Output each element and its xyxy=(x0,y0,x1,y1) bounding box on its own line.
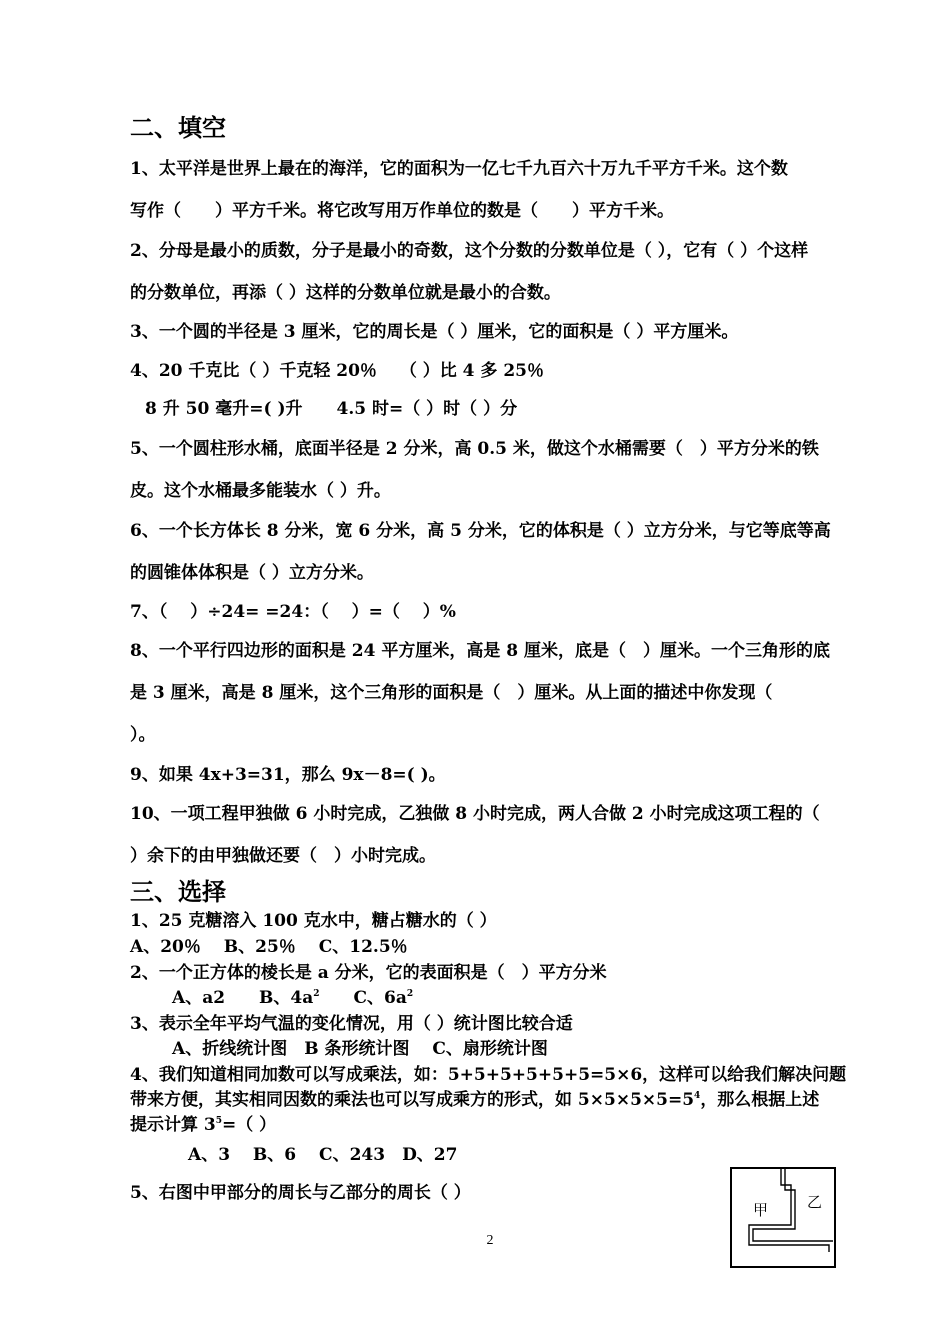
c2-option-a: A、a2 xyxy=(172,988,226,1008)
q7-line: 7、（ ）÷24= =24：（ ）=（ ）% xyxy=(130,602,456,622)
q6-line2: 的圆锥体体积是（ ）立方分米。 xyxy=(130,563,374,583)
figure-label-yi: 乙 xyxy=(807,1193,823,1211)
q5-line1: 5、一个圆柱形水桶，底面半径是 2 分米，高 0.5 米，做这个水桶需要（ ）平方分米的铁 xyxy=(130,439,819,459)
q2-line2: 的分数单位，再添（ ）这样的分数单位就是最小的合数。 xyxy=(130,283,561,303)
c5-stem: 5、右图中甲部分的周长与乙部分的周长（ ） xyxy=(130,1183,471,1203)
q4-line2: 8 升 50 毫升=( )升 4.5 时=（ ）时（ ）分 xyxy=(145,399,518,419)
section-2-title: 二、填空 xyxy=(130,113,226,142)
q8-line2: 是 3 厘米，高是 8 厘米，这个三角形的面积是（ ）厘米。从上面的描述中你发现（ xyxy=(130,683,773,703)
q9-line: 9、如果 4x+3=31，那么 9x－8=( )。 xyxy=(130,765,446,785)
section-3-title: 三、选择 xyxy=(130,877,226,906)
c2-stem: 2、一个正方体的棱长是 a 分米，它的表面积是（ ）平方分米 xyxy=(130,963,607,983)
c2-options xyxy=(172,987,413,1009)
figure-outer-border xyxy=(731,1168,835,1267)
q2-line1: 2、分母是最小的质数，分子是最小的奇数，这个分数的分数单位是（ ），它有（ ）个这样 xyxy=(130,241,809,261)
q10-line2: ）余下的由甲独做还要（ ）小时完成。 xyxy=(130,846,436,866)
c4-line2: 带来方便，其实相同因数的乘法也可以写成乘方的形式，如 $5\times 5\times 5\times 5=5^4$，那么根据上述 xyxy=(130,1090,820,1110)
figure-label-jia: 甲 xyxy=(753,1201,769,1219)
c2-option-c: C、$6a^2$ xyxy=(353,988,414,1008)
page-number: 2 xyxy=(486,1233,494,1248)
q1-line1: 1、太平洋是世界上最在的海洋，它的面积为一亿七千九百六十万九千平方千米。这个数 xyxy=(130,159,788,179)
q8-line1: 8、一个平行四边形的面积是 24 平方厘米，高是 8 厘米，底是（ ）厘米。一个三角形的底 xyxy=(130,641,830,661)
q4-line1: 4、20 千克比（ ）千克轻 20％ （ ）比 4 多 25％ xyxy=(130,361,544,381)
perimeter-figure xyxy=(729,1165,839,1271)
c3-stem: 3、表示全年平均气温的变化情况，用（ ）统计图比较合适 xyxy=(130,1014,573,1034)
c4-line1: 4、我们知道相同加数可以写成乘法，如：5+5+5+5+5+5=5×6，这样可以给我们解决问题 xyxy=(130,1065,847,1085)
q3-line: 3、一个圆的半径是 3 厘米，它的周长是（ ）厘米，它的面积是（ ）平方厘米。 xyxy=(130,322,739,342)
c1-stem: 1、25 克糖溶入 100 克水中，糖占糖水的（ ） xyxy=(130,911,497,931)
q1-line2: 写作（ ）平方千米。将它改写用万作单位的数是（ ）平方千米。 xyxy=(130,201,674,221)
c2-option-b: B、$4a^2$ xyxy=(259,988,320,1008)
c4-options: A、3 B、6 C、243 D、27 xyxy=(188,1145,458,1165)
q5-line2: 皮。这个水桶最多能装水（ ）升。 xyxy=(130,481,391,501)
q6-line1: 6、一个长方体长 8 分米，宽 6 分米，高 5 分米，它的体积是（ ）立方分米，与它等底等高 xyxy=(130,521,831,541)
q10-line1: 10、一项工程甲独做 6 小时完成，乙独做 8 小时完成，两人合做 2 小时完成这项工程的（ xyxy=(130,804,820,824)
c4-line3: 提示计算 $3^5=$（ ） xyxy=(130,1115,277,1135)
q8-line3: ）。 xyxy=(130,725,156,745)
c3-options: A、折线统计图 B 条形统计图 C、扇形统计图 xyxy=(172,1039,548,1059)
c1-options: A、20％ B、25％ C、12.5％ xyxy=(130,937,408,957)
